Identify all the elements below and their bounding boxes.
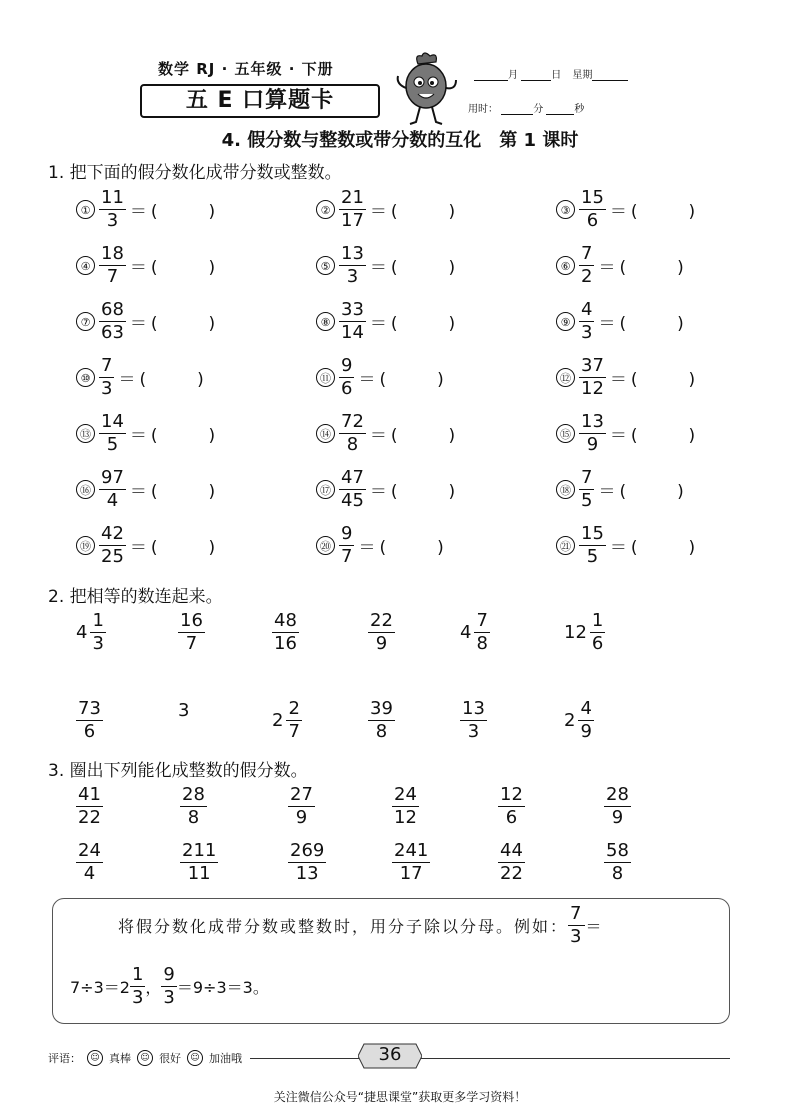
day-label: 日: [551, 70, 562, 81]
fraction: [474, 612, 489, 653]
exercise-item: [316, 301, 455, 342]
answer-blank[interactable]: ( ): [150, 202, 216, 222]
date-field: [474, 66, 628, 81]
improper-fraction: [339, 357, 354, 398]
denominator: 8: [368, 720, 395, 741]
tip-example-fraction: $\frac{7}{3}$: [570, 903, 584, 947]
exercise-item: [76, 413, 215, 454]
item-number: ⑱: [556, 480, 575, 499]
mascot-icon: [390, 50, 462, 130]
answer-blank[interactable]: ( ): [619, 482, 684, 502]
fraction: [590, 612, 605, 653]
equals-sign: ＝: [129, 314, 147, 334]
denominator: 11: [180, 862, 218, 883]
denominator: 2: [581, 266, 593, 287]
denominator: 13: [288, 862, 326, 883]
exercise-item: [76, 357, 204, 398]
month-label: 月: [508, 70, 518, 81]
numerator: 13: [581, 411, 604, 432]
circle-candidate[interactable]: [180, 842, 218, 883]
exercise-item: [556, 357, 695, 398]
numerator: 1: [92, 610, 104, 631]
lesson-title: 4. 假分数与整数或带分数的互化 第 1 课时: [221, 130, 579, 151]
circle-candidate[interactable]: [604, 786, 631, 827]
denominator: 6: [498, 806, 525, 827]
improper-fraction: [76, 786, 103, 827]
item-number: ⑥: [556, 256, 575, 275]
improper-fraction: [180, 786, 207, 827]
item-number: ①: [76, 200, 95, 219]
match-number[interactable]: [564, 612, 605, 653]
answer-blank[interactable]: ( ): [630, 538, 696, 558]
denominator: 3: [101, 378, 113, 399]
circle-candidate[interactable]: [180, 786, 207, 827]
second-label: 秒: [574, 104, 585, 115]
match-number[interactable]: [76, 700, 103, 741]
answer-blank[interactable]: ( ): [150, 314, 216, 334]
numerator: 47: [341, 467, 364, 488]
match-number[interactable]: [178, 612, 205, 653]
improper-fraction: [99, 189, 126, 230]
fraction: [286, 700, 301, 741]
improper-fraction: [579, 469, 594, 510]
numerator: 13: [341, 243, 364, 264]
match-number[interactable]: [368, 612, 395, 653]
time-field: [468, 100, 584, 115]
circle-candidate[interactable]: [498, 786, 525, 827]
answer-blank[interactable]: ( ): [630, 426, 696, 446]
numerator: 7: [581, 243, 593, 264]
denominator: 7: [99, 265, 126, 286]
denominator: 6: [591, 633, 604, 654]
answer-blank[interactable]: ( ): [139, 370, 204, 390]
whole-number: 2: [272, 710, 284, 731]
exercise-item: [556, 469, 684, 510]
fraction: [272, 612, 299, 653]
exercise-item: [556, 189, 695, 230]
numerator: 2: [288, 698, 300, 719]
circle-candidate[interactable]: [604, 842, 631, 883]
evaluation-label: 评语：: [48, 1052, 81, 1065]
item-number: ⑭: [316, 424, 335, 443]
denominator: 63: [101, 322, 124, 343]
answer-blank[interactable]: ( ): [390, 482, 456, 502]
equals-sign: ＝: [129, 202, 147, 222]
equals-sign: ＝: [129, 258, 147, 278]
numerator: 15: [581, 523, 604, 544]
answer-blank[interactable]: ( ): [390, 426, 456, 446]
fraction: [76, 700, 103, 741]
exercise-item: [76, 525, 215, 566]
improper-fraction: [392, 786, 419, 827]
equals-sign: ＝: [369, 482, 387, 502]
numerator: 13: [462, 698, 485, 719]
numerator: 28: [606, 784, 629, 805]
smiley-icon: ☺: [137, 1050, 153, 1066]
equals-sign: ＝: [369, 314, 387, 334]
denominator: 7: [341, 546, 353, 567]
improper-fraction: [339, 413, 366, 454]
denominator: 25: [101, 546, 124, 567]
exercise-item: [556, 301, 684, 342]
tip-mixed-fraction: $\frac{1}{3}$: [131, 964, 144, 1008]
numerator: 4: [581, 299, 593, 320]
item-number: ⑧: [316, 312, 335, 331]
numerator: 11: [101, 187, 124, 208]
denominator: 22: [78, 807, 101, 828]
denominator: 45: [341, 490, 364, 511]
answer-blank[interactable]: ( ): [150, 482, 216, 502]
numerator: 7: [101, 355, 113, 376]
whole-number: 12: [564, 622, 587, 643]
exercise-item: [76, 189, 215, 230]
fraction: [368, 700, 395, 741]
numerator: 42: [101, 523, 124, 544]
match-number[interactable]: [272, 612, 299, 653]
denominator: 6: [76, 720, 103, 741]
numerator: 1: [591, 610, 604, 631]
denominator: 3: [92, 633, 104, 654]
numerator: 24: [394, 784, 417, 805]
fraction: [90, 612, 105, 653]
denominator: 6: [341, 378, 353, 399]
numerator: 48: [274, 610, 297, 631]
denominator: 8: [339, 433, 366, 454]
improper-fraction: [579, 525, 606, 566]
circle-candidate[interactable]: [76, 842, 103, 883]
improper-fraction: [604, 842, 631, 883]
tip-example2-fraction: $\frac{9}{3}$: [163, 964, 175, 1008]
numerator: 7: [581, 467, 593, 488]
minute-label: 分: [533, 104, 544, 115]
exercise-item: [316, 189, 455, 230]
fraction: [178, 612, 205, 653]
whole-number: 4: [460, 622, 472, 643]
item-number: ⑪: [316, 368, 335, 387]
numerator: 241: [394, 840, 429, 861]
circle-candidate[interactable]: [288, 842, 326, 883]
weekday-label: 星期: [572, 70, 593, 81]
book-subtitle: 数学 RJ · 五年级 · 下册: [158, 60, 334, 78]
denominator: 7: [178, 632, 205, 653]
numerator: 33: [341, 299, 364, 320]
item-number: ④: [76, 256, 95, 275]
numerator: 12: [500, 784, 523, 805]
tip-line-1: 将假分数化成带分数或整数时，用分子除以分母。例如： $\frac{7}{3}$ ＝: [118, 903, 604, 947]
tip-text: 将假分数化成带分数或整数时，用分子除以分母。例如：: [118, 917, 569, 936]
tip-line-2: 7÷3＝2 $\frac{1}{3}$ ， $\frac{9}{3}$ ＝9÷3＝3。: [70, 964, 269, 1008]
denominator: 9: [288, 806, 315, 827]
improper-fraction: [498, 842, 525, 883]
improper-fraction: [339, 189, 366, 230]
numerator: 7: [476, 610, 488, 631]
numerator: 4: [580, 698, 592, 719]
denominator: 5: [99, 433, 126, 454]
improper-fraction: [339, 525, 354, 566]
fraction: [368, 612, 395, 653]
denominator: 9: [368, 632, 395, 653]
answer-blank[interactable]: ( ): [390, 202, 456, 222]
answer-blank[interactable]: ( ): [619, 314, 684, 334]
page-number: 36: [378, 1044, 402, 1065]
equals-sign: ＝: [609, 426, 627, 446]
exercise-item: [556, 413, 695, 454]
exercise-item: [316, 525, 444, 566]
numerator: 73: [78, 698, 101, 719]
denominator: 7: [288, 721, 300, 742]
denominator: 9: [604, 806, 631, 827]
numerator: 39: [370, 698, 393, 719]
numerator: 22: [370, 610, 393, 631]
improper-fraction: [579, 245, 594, 286]
improper-fraction: [392, 842, 430, 883]
item-number: ⑨: [556, 312, 575, 331]
exercise-item: [316, 413, 455, 454]
improper-fraction: [288, 842, 326, 883]
equals-sign: ＝: [129, 482, 147, 502]
answer-blank[interactable]: ( ): [630, 370, 696, 390]
denominator: 9: [580, 721, 592, 742]
denominator: 4: [76, 862, 103, 883]
improper-fraction: [579, 413, 606, 454]
denominator: 8: [476, 633, 488, 654]
exercise-item: [316, 357, 444, 398]
equals-sign: ＝: [358, 538, 376, 558]
numerator: 269: [290, 840, 325, 861]
improper-fraction: [76, 842, 103, 883]
denominator: 17: [392, 862, 430, 883]
item-number: ⑩: [76, 368, 95, 387]
equals-sign: ＝: [369, 258, 387, 278]
time-label: 用时：: [468, 104, 498, 115]
circle-candidate[interactable]: [392, 786, 419, 827]
exercise-item: [316, 245, 455, 286]
equals-sign: ＝: [369, 202, 387, 222]
answer-blank[interactable]: ( ): [390, 258, 456, 278]
denominator: 6: [579, 209, 606, 230]
fraction: [460, 700, 487, 741]
item-number: ⑤: [316, 256, 335, 275]
improper-fraction: [579, 357, 606, 398]
improper-fraction: [288, 786, 315, 827]
numerator: 97: [101, 467, 124, 488]
exercise-item: [556, 245, 684, 286]
item-number: ⑮: [556, 424, 575, 443]
numerator: 44: [500, 840, 523, 861]
match-number[interactable]: [272, 700, 302, 741]
denominator: 3: [460, 720, 487, 741]
equals-sign: ＝: [598, 258, 616, 278]
item-number: ②: [316, 200, 335, 219]
answer-blank[interactable]: ( ): [619, 258, 684, 278]
numerator: 27: [290, 784, 313, 805]
exercise-item: [76, 245, 215, 286]
exercise-item: [76, 301, 215, 342]
numerator: 16: [180, 610, 203, 631]
improper-fraction: [579, 301, 594, 342]
denominator: 14: [341, 322, 364, 343]
item-number: ⑯: [76, 480, 95, 499]
circle-candidate[interactable]: [76, 786, 103, 827]
numerator: 21: [341, 187, 364, 208]
smiley-icon: ☺: [187, 1050, 203, 1066]
whole-number: 2: [564, 710, 576, 731]
denominator: 22: [500, 863, 523, 884]
item-number: ⑦: [76, 312, 95, 331]
denominator: 3: [99, 209, 126, 230]
denominator: 12: [581, 378, 604, 399]
match-number[interactable]: [564, 700, 594, 741]
match-number[interactable]: [76, 612, 106, 653]
item-number: ⑰: [316, 480, 335, 499]
brand-title: 五 E 口算题卡: [185, 88, 335, 113]
numerator: 9: [341, 355, 353, 376]
equals-sign: ＝: [598, 482, 616, 502]
equals-sign: ＝: [129, 426, 147, 446]
whole-number: 3: [178, 700, 190, 721]
improper-fraction: [99, 357, 114, 398]
improper-fraction: [339, 469, 366, 510]
answer-blank[interactable]: ( ): [150, 258, 216, 278]
whole-number: 4: [76, 622, 88, 643]
numerator: 28: [182, 784, 205, 805]
denominator: 5: [581, 490, 593, 511]
item-number: ⑲: [76, 536, 95, 555]
match-number[interactable]: [178, 700, 192, 721]
improper-fraction: [498, 786, 525, 827]
equals-sign: ＝: [609, 538, 627, 558]
question-2-title: 2. 把相等的数连起来。: [48, 587, 223, 607]
denominator: 3: [339, 265, 366, 286]
numerator: 68: [101, 299, 124, 320]
improper-fraction: [339, 301, 366, 342]
item-number: ⑬: [76, 424, 95, 443]
question-3-title: 3. 圈出下列能化成整数的假分数。: [48, 761, 308, 781]
circle-candidate[interactable]: [392, 842, 430, 883]
numerator: 9: [341, 523, 353, 544]
smiley-icon: ☺: [87, 1050, 103, 1066]
evaluation-row: 评语： ☺ 真棒 ☺ 很好 ☺ 加油哦: [48, 1052, 242, 1065]
numerator: 24: [78, 840, 101, 861]
circle-candidate[interactable]: [288, 786, 315, 827]
denominator: 8: [604, 862, 631, 883]
improper-fraction: [99, 413, 126, 454]
equals-sign: ＝: [609, 202, 627, 222]
item-number: ⑫: [556, 368, 575, 387]
improper-fraction: [99, 525, 126, 566]
match-number[interactable]: [460, 700, 487, 741]
answer-blank[interactable]: ( ): [390, 314, 456, 334]
numerator: 41: [78, 784, 101, 805]
denominator: 17: [341, 210, 364, 231]
footer-note: 关注微信公众号“捷思课堂”获取更多学习资料！: [273, 1090, 527, 1104]
equals-sign: ＝: [598, 314, 616, 334]
answer-blank[interactable]: ( ): [379, 538, 444, 558]
denominator: 5: [579, 545, 606, 566]
equals-sign: ＝: [358, 370, 376, 390]
exercise-item: [316, 469, 455, 510]
match-number[interactable]: [460, 612, 490, 653]
improper-fraction: [99, 245, 126, 286]
denominator: 3: [581, 322, 593, 343]
answer-blank[interactable]: ( ): [150, 426, 216, 446]
exercise-item: [76, 469, 215, 510]
numerator: 58: [606, 840, 629, 861]
equals-sign: ＝: [609, 370, 627, 390]
footer-divider: [250, 1058, 730, 1059]
item-number: ③: [556, 200, 575, 219]
match-number[interactable]: [368, 700, 395, 741]
improper-fraction: [180, 842, 218, 883]
denominator: 16: [274, 633, 297, 654]
equals-sign: ＝: [129, 538, 147, 558]
answer-blank[interactable]: ( ): [630, 202, 696, 222]
circle-candidate[interactable]: [498, 842, 525, 883]
improper-fraction: [99, 469, 126, 510]
equals-sign: ＝: [118, 370, 136, 390]
denominator: 4: [99, 489, 126, 510]
item-number: ⑳: [316, 536, 335, 555]
equals-sign: ＝: [369, 426, 387, 446]
improper-fraction: [579, 189, 606, 230]
numerator: 72: [341, 411, 364, 432]
improper-fraction: [99, 301, 126, 342]
exercise-item: [556, 525, 695, 566]
numerator: 15: [581, 187, 604, 208]
item-number: ㉑: [556, 536, 575, 555]
answer-blank[interactable]: ( ): [379, 370, 444, 390]
improper-fraction: [604, 786, 631, 827]
question-1-title: 1. 把下面的假分数化成带分数或整数。: [48, 163, 342, 183]
numerator: 14: [101, 411, 124, 432]
denominator: 9: [579, 433, 606, 454]
numerator: 37: [581, 355, 604, 376]
fraction: [578, 700, 593, 741]
numerator: 211: [182, 840, 217, 861]
denominator: 12: [394, 807, 417, 828]
denominator: 8: [180, 806, 207, 827]
numerator: 18: [101, 243, 124, 264]
improper-fraction: [339, 245, 366, 286]
answer-blank[interactable]: ( ): [150, 538, 216, 558]
